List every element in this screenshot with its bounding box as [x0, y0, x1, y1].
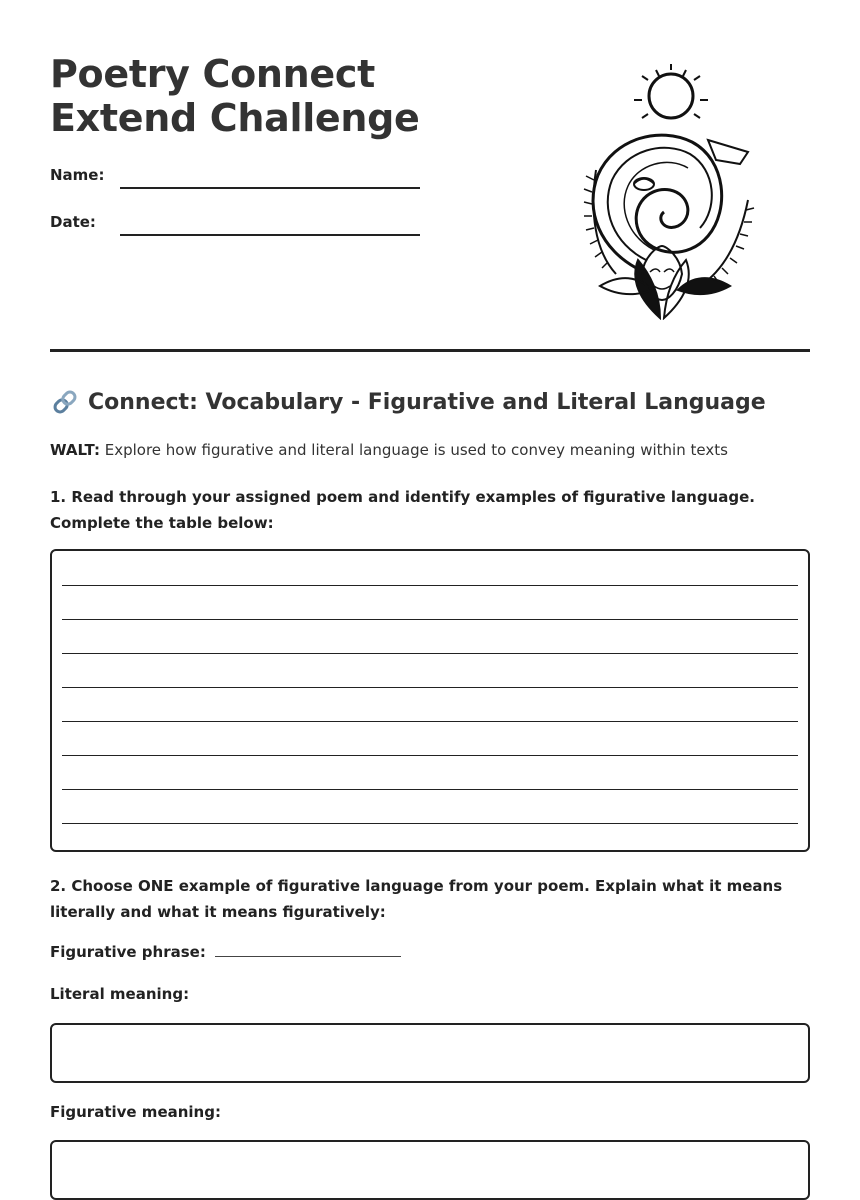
figurative-phrase-row — [50, 943, 401, 961]
literal-meaning-label: Literal meaning: — [50, 985, 190, 1003]
figurative-phrase-label: Figurative phrase: — [50, 943, 206, 961]
writing-line[interactable] — [62, 823, 798, 824]
writing-line[interactable] — [62, 619, 798, 620]
writing-line[interactable] — [62, 585, 798, 586]
writing-line[interactable] — [62, 755, 798, 756]
figurative-meaning-label: Figurative meaning: — [50, 1103, 221, 1121]
koru-fern-sun-logo — [580, 60, 760, 320]
walt-label: WALT: — [50, 441, 100, 459]
question-2: 2. Choose ONE example of figurative language from your poem. Explain what it means literally and what it means figuratively: — [50, 877, 783, 921]
walt-statement — [50, 441, 728, 459]
writing-line[interactable] — [62, 687, 798, 688]
header-divider — [50, 349, 810, 352]
figurative-phrase-field[interactable] — [215, 944, 401, 957]
worksheet-title: Poetry Connect Extend Challenge — [50, 52, 420, 140]
writing-line[interactable] — [62, 653, 798, 654]
name-field[interactable] — [120, 187, 420, 189]
figurative-language-table[interactable] — [50, 549, 810, 852]
literal-meaning-box[interactable] — [50, 1023, 810, 1083]
writing-line[interactable] — [62, 721, 798, 722]
section-heading-text: Connect: Vocabulary - Figurative and Literal Language — [88, 389, 766, 415]
date-field[interactable] — [120, 234, 420, 236]
date-label: Date: — [50, 213, 96, 231]
writing-line[interactable] — [62, 789, 798, 790]
section-heading — [50, 387, 766, 417]
link-icon — [50, 387, 80, 417]
name-label: Name: — [50, 166, 105, 184]
question-1: 1. Read through your assigned poem and identify examples of figurative language. Complete the table below: — [50, 488, 755, 532]
figurative-meaning-box[interactable] — [50, 1140, 810, 1200]
walt-text: Explore how figurative and literal language is used to convey meaning within texts — [104, 441, 728, 459]
